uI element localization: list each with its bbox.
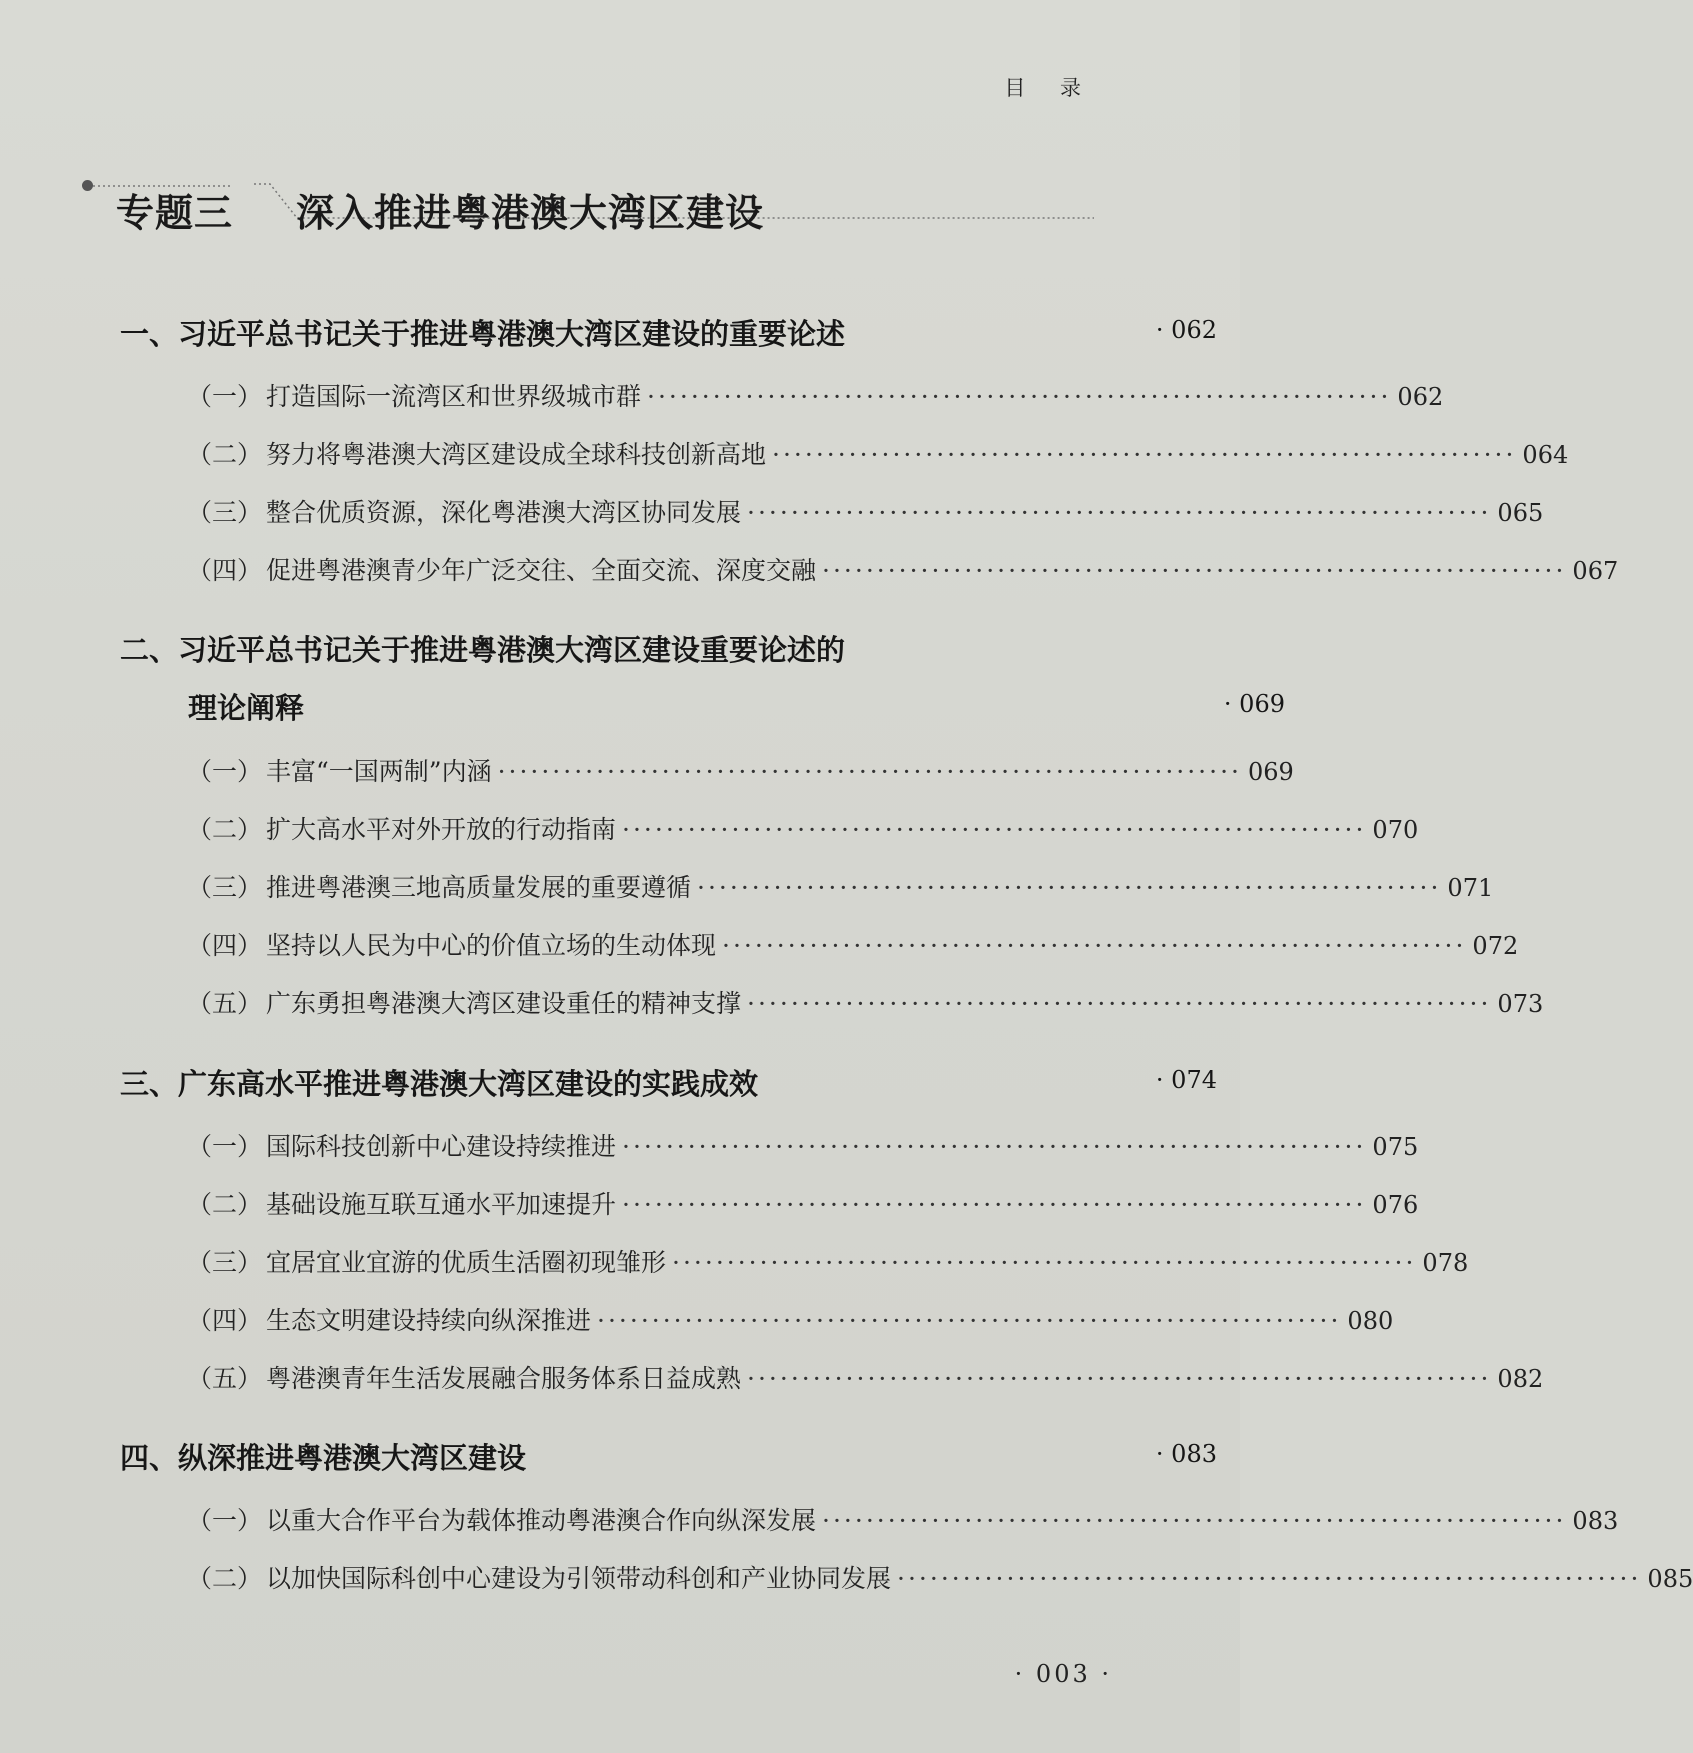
- running-head: 目 录: [1004, 76, 1095, 100]
- section-title-line2: 理论阐释: [188, 691, 305, 725]
- item-title: 宜居宜业宜游的优质生活圈初现雏形: [266, 1248, 667, 1277]
- item-number: （三）: [187, 873, 263, 902]
- item-page-number: 065: [1497, 499, 1544, 527]
- dot-leader: ····································································: [822, 556, 1567, 585]
- item-page-number: 062: [1397, 383, 1444, 411]
- toc-section-2[interactable]: [0, 628, 1360, 669]
- toc-item[interactable]: [0, 868, 1494, 904]
- toc-item[interactable]: [0, 551, 1619, 587]
- item-title: 坚持以人民为中心的价值立场的生动体现: [266, 931, 717, 960]
- item-number: （一）: [187, 1506, 263, 1535]
- item-title: 以加快国际科创中心建设为引领带动科创和产业协同发展: [266, 1564, 892, 1593]
- dot-leader: ····································································: [597, 1306, 1342, 1335]
- toc-section-4[interactable]: [0, 1436, 1360, 1477]
- page-folio: · 003 ·: [1014, 1660, 1112, 1688]
- section-title: 习近平总书记关于推进粤港澳大湾区建设重要论述的: [178, 633, 846, 667]
- toc-item[interactable]: [0, 377, 1444, 413]
- item-page-number: 076: [1372, 1191, 1419, 1219]
- section-number: 二、: [120, 633, 179, 667]
- dot-leader: ····································································: [822, 1506, 1567, 1535]
- item-number: （四）: [187, 1306, 263, 1335]
- item-page-number: 064: [1522, 441, 1569, 469]
- item-page-number: 067: [1572, 557, 1619, 585]
- dot-leader: ····································································: [747, 989, 1492, 1018]
- item-page-number: 082: [1497, 1365, 1544, 1393]
- dot-leader: ····································································: [497, 757, 1242, 786]
- item-title: 打造国际一流湾区和世界级城市群: [266, 382, 642, 411]
- item-number: （三）: [187, 498, 263, 527]
- item-page-number: 080: [1347, 1307, 1394, 1335]
- toc-item[interactable]: [0, 493, 1544, 529]
- item-number: （五）: [187, 989, 263, 1018]
- item-number: （二）: [187, 1564, 263, 1593]
- section-number: 一、: [120, 317, 179, 351]
- item-number: （三）: [187, 1248, 263, 1277]
- item-title: 广东勇担粤港澳大湾区建设重任的精神支撑: [266, 989, 742, 1018]
- section-page-number: · 069: [1223, 690, 1285, 718]
- dot-leader: ····································································: [772, 440, 1517, 469]
- section-title: 纵深推进粤港澳大湾区建设: [178, 1441, 527, 1475]
- item-number: （四）: [187, 931, 263, 960]
- item-page-number: 083: [1572, 1507, 1619, 1535]
- item-number: （四）: [187, 556, 263, 585]
- toc-item[interactable]: [0, 1559, 1693, 1595]
- item-page-number: 072: [1472, 932, 1519, 960]
- item-title: 努力将粤港澳大湾区建设成全球科技创新高地: [266, 440, 767, 469]
- item-number: （一）: [187, 1132, 263, 1161]
- toc-section-2-continued[interactable]: [0, 686, 1428, 727]
- toc-item[interactable]: [0, 1127, 1419, 1163]
- item-number: （五）: [187, 1364, 263, 1393]
- item-number: （二）: [187, 440, 263, 469]
- toc-section-3[interactable]: [0, 1062, 1360, 1103]
- toc-item[interactable]: [0, 752, 1294, 788]
- item-title: 基础设施互联互通水平加速提升: [266, 1190, 617, 1219]
- item-page-number: 075: [1372, 1133, 1419, 1161]
- item-page-number: 085: [1647, 1565, 1693, 1593]
- dot-leader: ····································································: [622, 1190, 1367, 1219]
- section-number: 三、: [120, 1067, 179, 1101]
- item-title: 扩大高水平对外开放的行动指南: [266, 815, 617, 844]
- section-number: 四、: [120, 1441, 179, 1475]
- item-title: 整合优质资源，深化粤港澳大湾区协同发展: [266, 498, 742, 527]
- toc-item[interactable]: [0, 810, 1419, 846]
- toc-item[interactable]: [0, 435, 1569, 471]
- toc-section-1[interactable]: [0, 312, 1360, 353]
- item-page-number: 071: [1447, 874, 1494, 902]
- toc-item[interactable]: [0, 984, 1544, 1020]
- item-number: （一）: [187, 382, 263, 411]
- item-title: 促进粤港澳青少年广泛交往、全面交流、深度交融: [266, 556, 817, 585]
- toc-item[interactable]: [0, 1185, 1419, 1221]
- topic-label: 专题三: [116, 191, 234, 235]
- section-page-number: · 074: [1155, 1066, 1217, 1094]
- dot-leader: ····································································: [672, 1248, 1417, 1277]
- dot-leader: ····································································: [747, 498, 1492, 527]
- dot-leader: ····································································: [697, 873, 1442, 902]
- section-page-number: · 062: [1155, 316, 1217, 344]
- section-page-number: · 083: [1155, 1440, 1217, 1468]
- item-page-number: 069: [1247, 758, 1294, 786]
- toc-item[interactable]: [0, 926, 1519, 962]
- toc-item[interactable]: [0, 1243, 1469, 1279]
- item-title: 粤港澳青年生活发展融合服务体系日益成熟: [266, 1364, 742, 1393]
- item-title: 生态文明建设持续向纵深推进: [266, 1306, 592, 1335]
- item-title: 推进粤港澳三地高质量发展的重要遵循: [266, 873, 692, 902]
- item-page-number: 073: [1497, 990, 1544, 1018]
- item-title: 国际科技创新中心建设持续推进: [266, 1132, 617, 1161]
- dot-leader: ····································································: [747, 1364, 1492, 1393]
- dot-leader: ····································································: [622, 815, 1367, 844]
- dot-leader: ····································································: [722, 931, 1467, 960]
- dot-leader: ····································································: [897, 1564, 1642, 1593]
- section-title: 习近平总书记关于推进粤港澳大湾区建设的重要论述: [178, 317, 846, 351]
- item-title: 以重大合作平台为载体推动粤港澳合作向纵深发展: [266, 1506, 817, 1535]
- item-number: （二）: [187, 1190, 263, 1219]
- item-page-number: 070: [1372, 816, 1419, 844]
- item-page-number: 078: [1422, 1249, 1469, 1277]
- toc-item[interactable]: [0, 1501, 1619, 1537]
- item-number: （二）: [187, 815, 263, 844]
- dot-leader: ····································································: [647, 382, 1392, 411]
- topic-title: 深入推进粤港澳大湾区建设: [296, 191, 765, 235]
- item-title: 丰富“一国两制”内涵: [266, 757, 492, 786]
- dot-leader: ····································································: [622, 1132, 1367, 1161]
- section-title: 广东高水平推进粤港澳大湾区建设的实践成效: [178, 1067, 759, 1101]
- toc-item[interactable]: [0, 1301, 1394, 1337]
- toc-item[interactable]: [0, 1359, 1544, 1395]
- item-number: （一）: [187, 757, 263, 786]
